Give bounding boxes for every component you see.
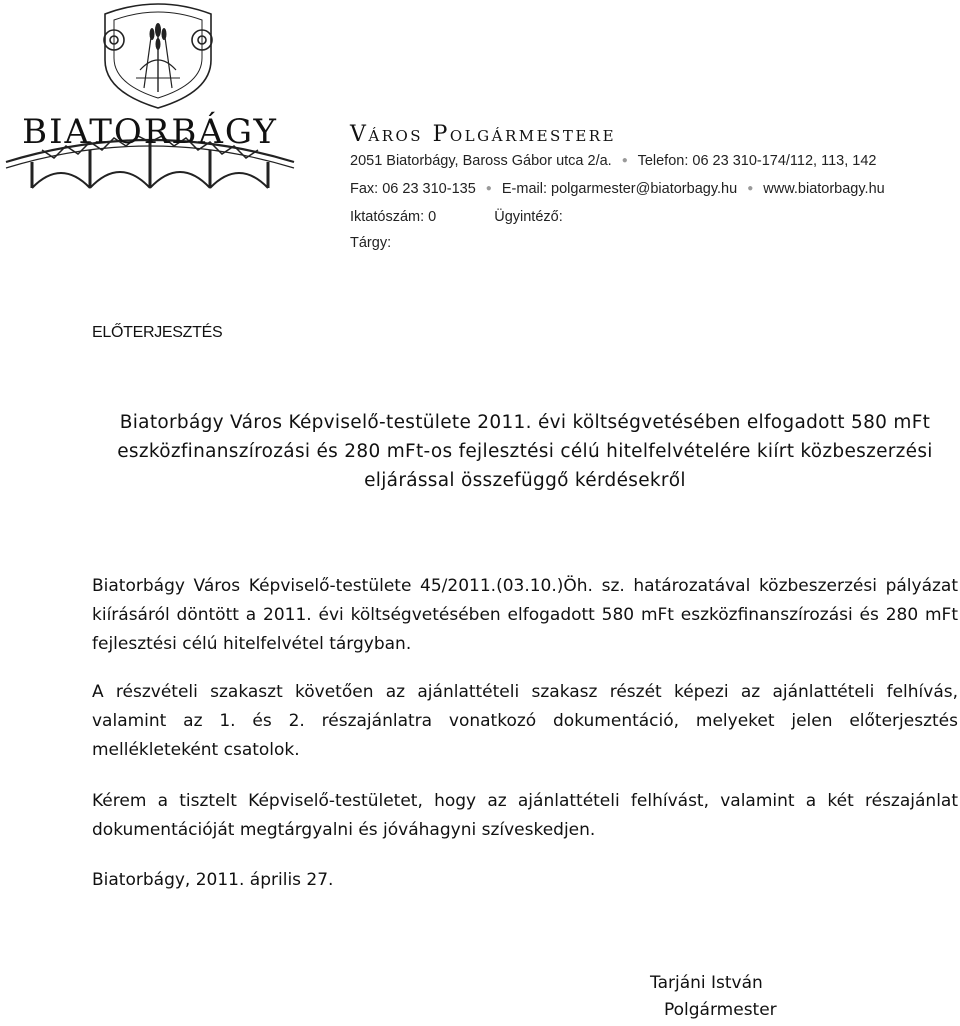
- logo-wordmark: BIATORBÁGY: [22, 112, 278, 152]
- address: 2051 Biatorbágy, Baross Gábor utca 2/a.: [350, 153, 612, 169]
- phone: Telefon: 06 23 310-174/112, 113, 142: [637, 153, 877, 169]
- email[interactable]: E-mail: polgarmester@biatorbagy.hu: [501, 181, 738, 197]
- contact-line-1: [350, 148, 950, 176]
- letterhead: [350, 122, 950, 256]
- office-title: Város Polgármestere: [350, 122, 617, 147]
- website[interactable]: www.biatorbagy.hu: [763, 181, 885, 197]
- bullet-icon: ●: [747, 183, 754, 194]
- bullet-icon: ●: [621, 155, 628, 166]
- fax: Fax: 06 23 310-135: [350, 181, 476, 197]
- coat-of-arms-icon: [2, 0, 298, 200]
- reference-number: Iktatószám: 0: [350, 209, 437, 225]
- municipal-logo: [2, 0, 298, 200]
- subject-title: Biatorbágy Város Képviselő-testülete 2011. évi költségvetésében elfogadott 580 mFt eszközfinanszírozási és 280 mFt-os fejlesztési célú hitelfelvételére kiírt közbeszerzési eljárással összefüggő kérdésekről: [117, 412, 933, 491]
- subject-label: Tárgy:: [350, 235, 392, 251]
- paragraph-1: Biatorbágy Város Képviselő-testülete 45/2011.(03.10.)Öh. sz. határozatával közbeszerzési pályázat kiírásáról döntött a 2011. évi költségvetésében elfogadott 580 mFt eszközfinanszírozási és 280 mFt fejlesztési célú hitelfelvétel tárgyban.: [92, 576, 958, 654]
- reference-line: [350, 204, 950, 230]
- document-type: ELŐTERJESZTÉS: [92, 324, 223, 341]
- signatory-title: Polgármester: [664, 1000, 777, 1020]
- bullet-icon: ●: [485, 183, 492, 194]
- place-date: Biatorbágy, 2011. április 27.: [92, 870, 334, 890]
- paragraph-3: Kérem a tisztelt Képviselő-testületet, hogy az ajánlattételi felhívást, valamint a két részajánlat dokumentációját megtárgyalni és jóváhagyni szíveskedjen.: [92, 791, 958, 840]
- signature-block: [650, 970, 777, 1024]
- contact-line-2: [350, 176, 950, 204]
- signatory-name: Tarjáni István: [650, 973, 763, 993]
- paragraph-2: A részvételi szakaszt követően az ajánlattételi szakasz részét képezi az ajánlattételi felhívás, valamint az 1. és 2. részajánlatra vonatkozó dokumentáció, melyeket jelen előterjesztés mellékleteként csatolok.: [92, 682, 958, 760]
- case-officer: Ügyintéző:: [494, 209, 563, 225]
